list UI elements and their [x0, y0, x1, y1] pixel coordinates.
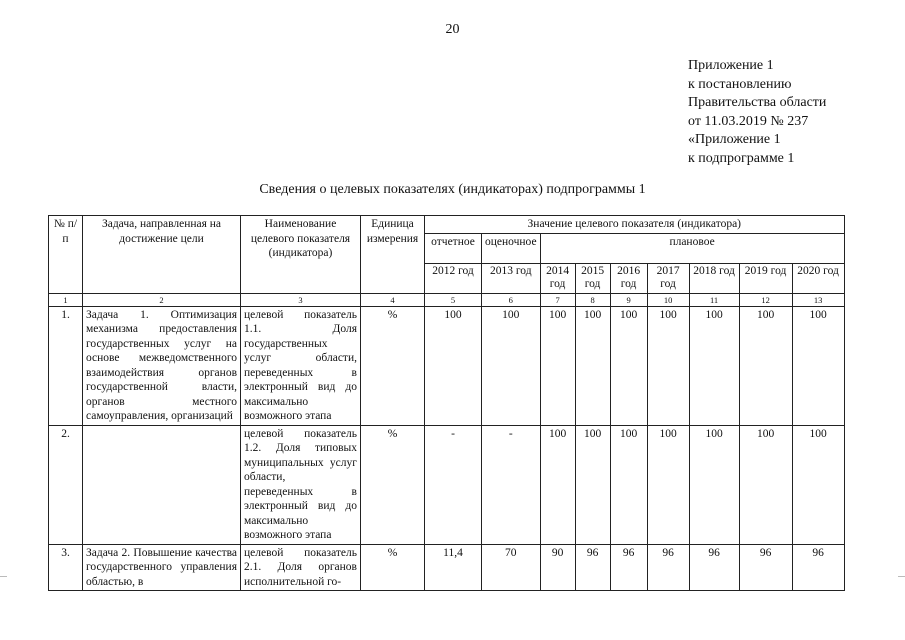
row-value: 11,4: [425, 544, 482, 591]
row-indicator: целевой показатель 1.1. Доля государственных услуг области, переведенных в электронный вид до максимально возможного этапа: [241, 306, 361, 425]
scan-edge-mark: [0, 576, 7, 577]
column-number: 6: [482, 293, 541, 306]
table-row: [49, 544, 845, 591]
row-value: 70: [482, 544, 541, 591]
header-year: 2012 год: [425, 263, 482, 293]
row-value: 96: [610, 544, 647, 591]
table-row: [49, 306, 845, 425]
column-number: 12: [739, 293, 792, 306]
document-title: Сведения о целевых показателях (индикаторах) подпрограммы 1: [259, 182, 646, 197]
row-value: 96: [739, 544, 792, 591]
appendix-line: к подпрограмме 1: [688, 150, 795, 166]
header-estimated: оценочное: [482, 233, 541, 263]
appendix-line: от 11.03.2019 № 237: [688, 113, 809, 129]
row-unit: %: [361, 544, 425, 591]
row-value: 90: [540, 544, 575, 591]
row-value: 100: [647, 425, 689, 544]
row-task: [83, 425, 241, 544]
row-value: 100: [540, 306, 575, 425]
header-year: 2016 год: [610, 263, 647, 293]
row-num: 1.: [49, 306, 83, 425]
row-value: 100: [689, 306, 739, 425]
row-task: Задача 1. Оптимизация механизма предоставления государственных услуг на основе межведомственного взаимодействия органов государственной власти, органов местного самоуправления, организаций: [83, 306, 241, 425]
row-indicator: целевой показатель 2.1. Доля органов исполнительной го-: [241, 544, 361, 591]
column-number: 9: [610, 293, 647, 306]
column-number: 1: [49, 293, 83, 306]
row-value: 100: [575, 306, 610, 425]
header-year: 2019 год: [739, 263, 792, 293]
header-year: 2014 год: [540, 263, 575, 293]
row-value: 100: [540, 425, 575, 544]
appendix-note: [688, 57, 826, 168]
row-value: 96: [647, 544, 689, 591]
column-number: 11: [689, 293, 739, 306]
row-value: 100: [610, 306, 647, 425]
header-task: Задача, направленная на достижение цели: [83, 216, 241, 294]
header-year: 2018 год: [689, 263, 739, 293]
column-number: 5: [425, 293, 482, 306]
row-unit: %: [361, 306, 425, 425]
row-value: 100: [425, 306, 482, 425]
row-value: 100: [792, 425, 844, 544]
column-number: 3: [241, 293, 361, 306]
row-value: 100: [575, 425, 610, 544]
appendix-line: к постановлению: [688, 76, 792, 92]
column-number: 8: [575, 293, 610, 306]
header-year: 2020 год: [792, 263, 844, 293]
appendix-line: «Приложение 1: [688, 132, 781, 147]
row-num: 3.: [49, 544, 83, 591]
appendix-line: Приложение 1: [688, 58, 774, 73]
row-value: -: [482, 425, 541, 544]
header-year: 2017 год: [647, 263, 689, 293]
indicators-table: [48, 215, 845, 591]
page-number: 20: [445, 22, 460, 37]
header-num: № п/п: [49, 216, 83, 294]
table-row: [49, 425, 845, 544]
row-value: 96: [792, 544, 844, 591]
row-value: 100: [739, 425, 792, 544]
column-number: 7: [540, 293, 575, 306]
row-value: 100: [792, 306, 844, 425]
row-value: 96: [575, 544, 610, 591]
column-number: 4: [361, 293, 425, 306]
row-indicator: целевой показатель 1.2. Доля типовых муниципальных услуг области, переведенных в электронный вид до максимально возможного этапа: [241, 425, 361, 544]
column-number: 10: [647, 293, 689, 306]
header-value-group: Значение целевого показателя (индикатора): [425, 216, 845, 234]
appendix-line: Правительства области: [688, 95, 827, 110]
header-indicator: Наименование целевого показателя (индикатора): [241, 216, 361, 294]
column-number: 2: [83, 293, 241, 306]
column-number: 13: [792, 293, 844, 306]
row-value: 100: [610, 425, 647, 544]
header-year: 2013 год: [482, 263, 541, 293]
row-value: 100: [739, 306, 792, 425]
row-unit: %: [361, 425, 425, 544]
header-reported: отчетное: [425, 233, 482, 263]
row-value: 100: [482, 306, 541, 425]
row-value: 100: [689, 425, 739, 544]
row-task: Задача 2. Повышение качества государственного управления областью, в: [83, 544, 241, 591]
scan-edge-mark: [898, 576, 905, 577]
row-value: -: [425, 425, 482, 544]
header-year: 2015 год: [575, 263, 610, 293]
row-value: 100: [647, 306, 689, 425]
header-unit: Единица измерения: [361, 216, 425, 294]
header-planned: плановое: [540, 233, 844, 263]
row-num: 2.: [49, 425, 83, 544]
row-value: 96: [689, 544, 739, 591]
